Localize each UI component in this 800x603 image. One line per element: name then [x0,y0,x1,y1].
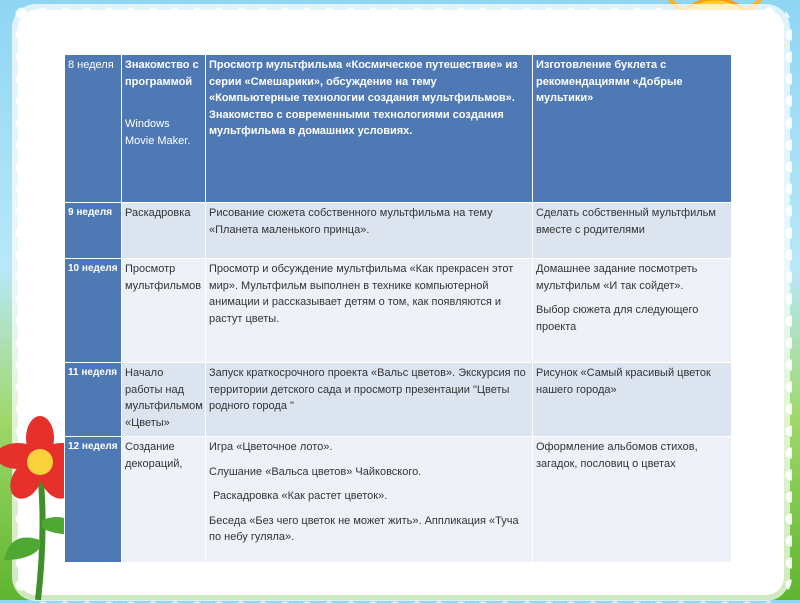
activities-cell: Просмотр и обсуждение мультфильма «Как прекрасен этот мир». Мультфильм выполнен в технике компьютерной анимации и рассказывает детям о том, как появляются и растут цветы. [206,259,533,363]
activities-cell: Рисование сюжета собственного мультфильма на тему «Планета маленького принца». [206,203,533,259]
week-cell: 12 неделя [65,437,122,563]
table-row [65,437,732,563]
table-row [65,259,732,363]
topic-cell: Раскадровка [122,203,206,259]
activities-cell [206,437,533,563]
week-cell: 9 неделя [65,203,122,259]
family-text: Домашнее задание посмотреть мультфильм «И так сойдет». [536,263,698,292]
plan-table [64,54,732,563]
activity-text: Слушание «Вальса цветов» Чайковского. [209,465,422,478]
topic-cell: Просмотр мультфильмов [122,259,206,363]
topic-text: Знакомство с программой [125,59,199,88]
topic-cell: Создание декораций, [122,437,206,563]
week-cell: 8 неделя [65,55,122,203]
topic-text: Windows Movie Maker. [125,118,191,147]
activities-cell: Просмотр мультфильма «Космическое путешествие» из серии «Смешарики», обсуждение на тему «Компьютерные технологии создания мультфильмов». Знакомство с современными технологиями создания мультфильма в домашних условиях. [206,55,533,203]
table-row [65,363,732,437]
table-row [65,55,732,203]
topic-cell: Начало работы над мультфильмом «Цветы» [122,363,206,437]
week-cell: 11 неделя [65,363,122,437]
family-cell: Оформление альбомов стихов, загадок, пословиц о цветах [533,437,732,563]
activity-text: Игра «Цветочное лото». [209,441,333,453]
family-cell: Сделать собственный мультфильм вместе с родителями [533,203,732,259]
activity-text: Беседа «Без чего цветок не может жить». Аппликация «Туча по небу гуляла». [209,514,519,543]
family-cell: Рисунок «Самый красивый цветок нашего города» [533,363,732,437]
family-cell: Изготовление буклета с рекомендациями «Добрые мультики» [533,55,732,203]
family-cell [533,259,732,363]
activity-text: Раскадровка «Как растет цветок». [213,490,388,502]
topic-cell [122,55,206,203]
week-cell: 10 неделя [65,259,122,363]
activities-cell: Запуск краткосрочного проекта «Вальс цветов». Экскурсия по территории детского сада и просмотр презентации "Цветы родного города " [206,363,533,437]
family-text: Выбор сюжета для следующего проекта [536,304,699,333]
table-row [65,203,732,259]
